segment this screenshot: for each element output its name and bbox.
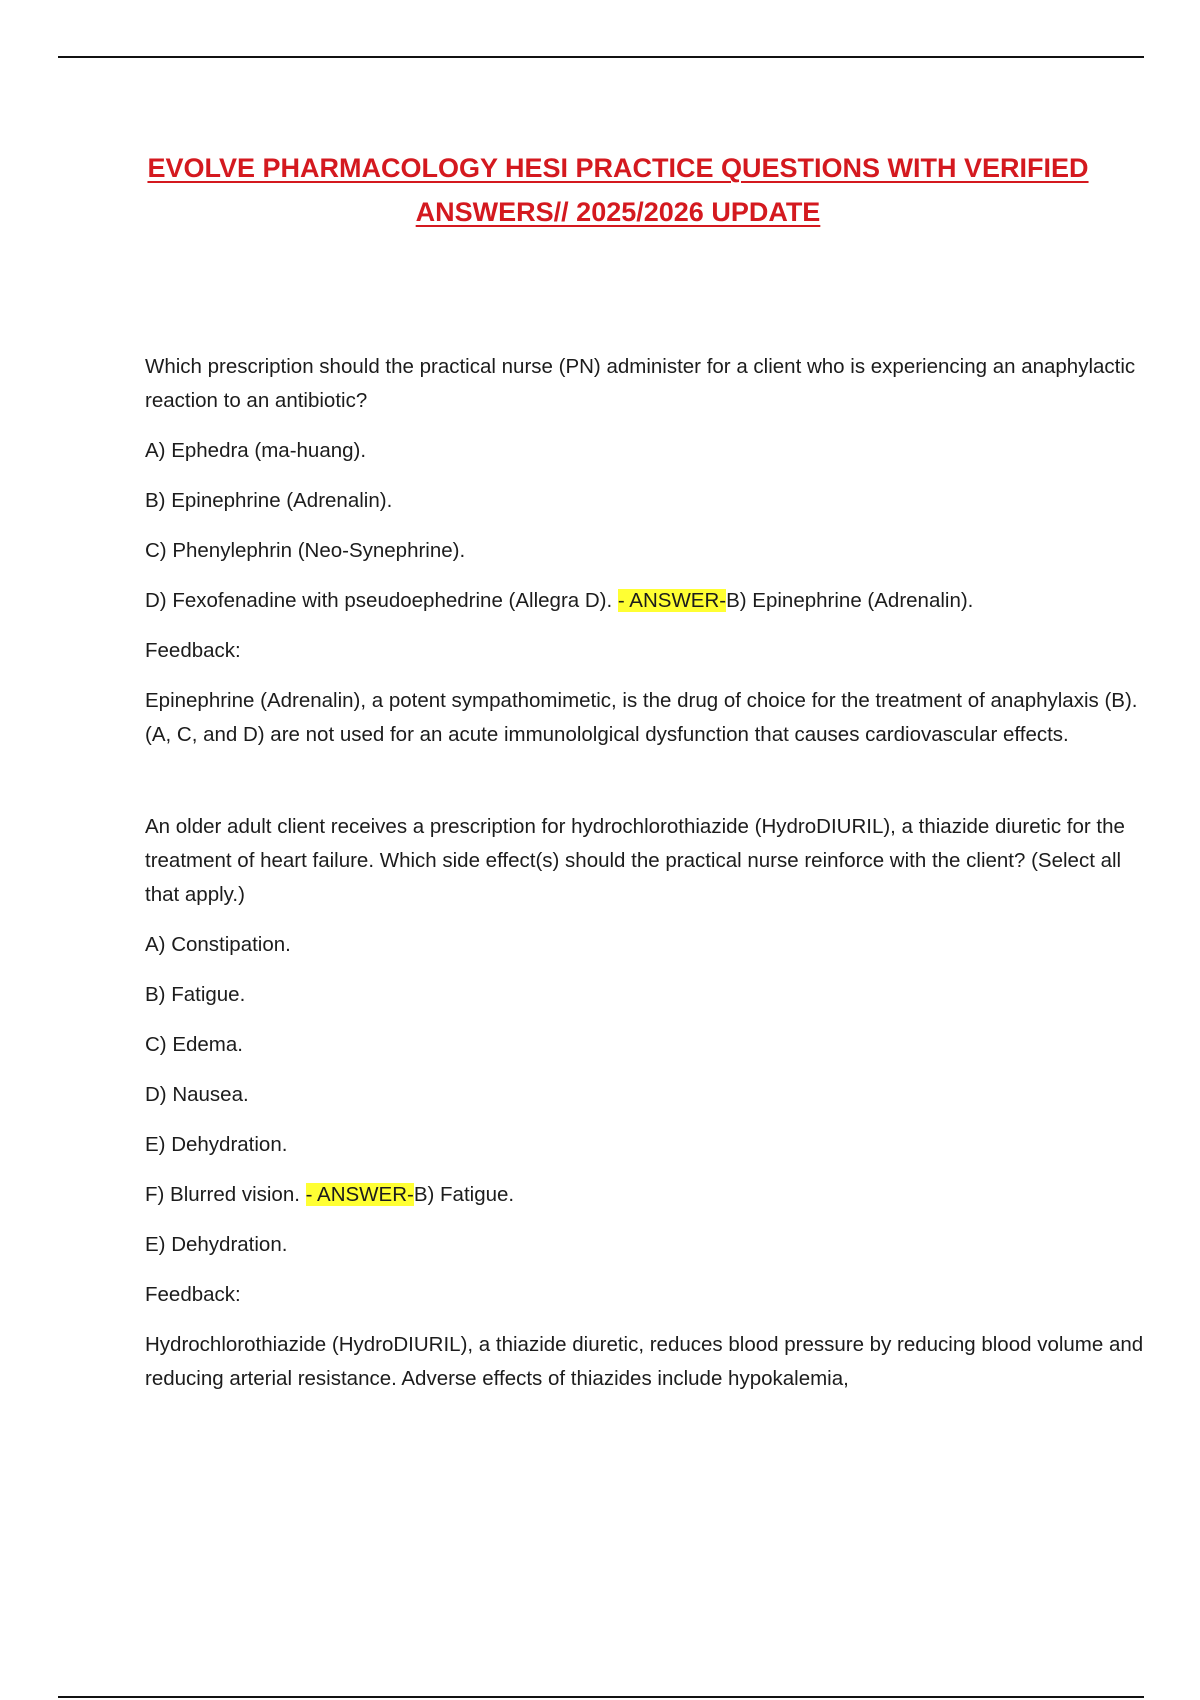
top-rule [58, 56, 1144, 58]
question-block-2 [145, 810, 1145, 1396]
question-block-1 [145, 350, 1145, 752]
document-body [145, 350, 1145, 1412]
feedback-label: Feedback: [145, 639, 241, 662]
answer-text: B) Fatigue. [413, 1183, 515, 1206]
extra-answer: E) Dehydration. [145, 1233, 288, 1256]
question-spacer [145, 768, 1145, 810]
title-line-2: ANSWERS// 2025/2026 UPDATE [415, 197, 821, 227]
option-b: B) Fatigue. [145, 983, 246, 1006]
option-d: D) Nausea. [145, 1083, 249, 1106]
option-a: A) Constipation. [145, 933, 291, 956]
feedback-label: Feedback: [145, 1283, 241, 1306]
bottom-rule [58, 1696, 1144, 1698]
question-stem: Which prescription should the practical nurse (PN) administer for a client who is experiencing an anaphylactic reaction to an antibiotic? [145, 355, 1136, 412]
option-b: B) Epinephrine (Adrenalin). [145, 489, 393, 512]
document-title [110, 146, 1126, 234]
question-stem: An older adult client receives a prescription for hydrochlorothiazide (HydroDIURIL), a thiazide diuretic for the treatment of heart failure. Which side effect(s) should the practical nurse reinforce with the client? (Select all that apply.) [145, 815, 1125, 906]
option-f: F) Blurred vision. [145, 1183, 306, 1206]
option-f-with-answer [145, 1178, 1145, 1212]
feedback-text: Hydrochlorothiazide (HydroDIURIL), a thiazide diuretic, reduces blood pressure by reducing blood volume and reducing arterial resistance. Adverse effects of thiazides include hypokalemia, [145, 1333, 1144, 1390]
option-c: C) Edema. [145, 1033, 243, 1056]
option-c: C) Phenylephrin (Neo-Synephrine). [145, 539, 466, 562]
answer-marker: - ANSWER- [305, 1183, 414, 1206]
answer-text: B) Epinephrine (Adrenalin). [726, 589, 974, 612]
title-line-1: EVOLVE PHARMACOLOGY HESI PRACTICE QUESTIONS WITH VERIFIED [147, 153, 1089, 183]
answer-marker: - ANSWER- [617, 589, 727, 612]
option-e: E) Dehydration. [145, 1133, 288, 1156]
feedback-text: Epinephrine (Adrenalin), a potent sympathomimetic, is the drug of choice for the treatment of anaphylaxis (B). (A, C, and D) are not used for an acute immunololgical dysfunction that causes cardiovascular effects. [145, 689, 1138, 746]
option-d: D) Fexofenadine with pseudoephedrine (Allegra D). [145, 589, 618, 612]
option-d-with-answer [145, 584, 1145, 618]
option-a: A) Ephedra (ma-huang). [145, 439, 367, 462]
